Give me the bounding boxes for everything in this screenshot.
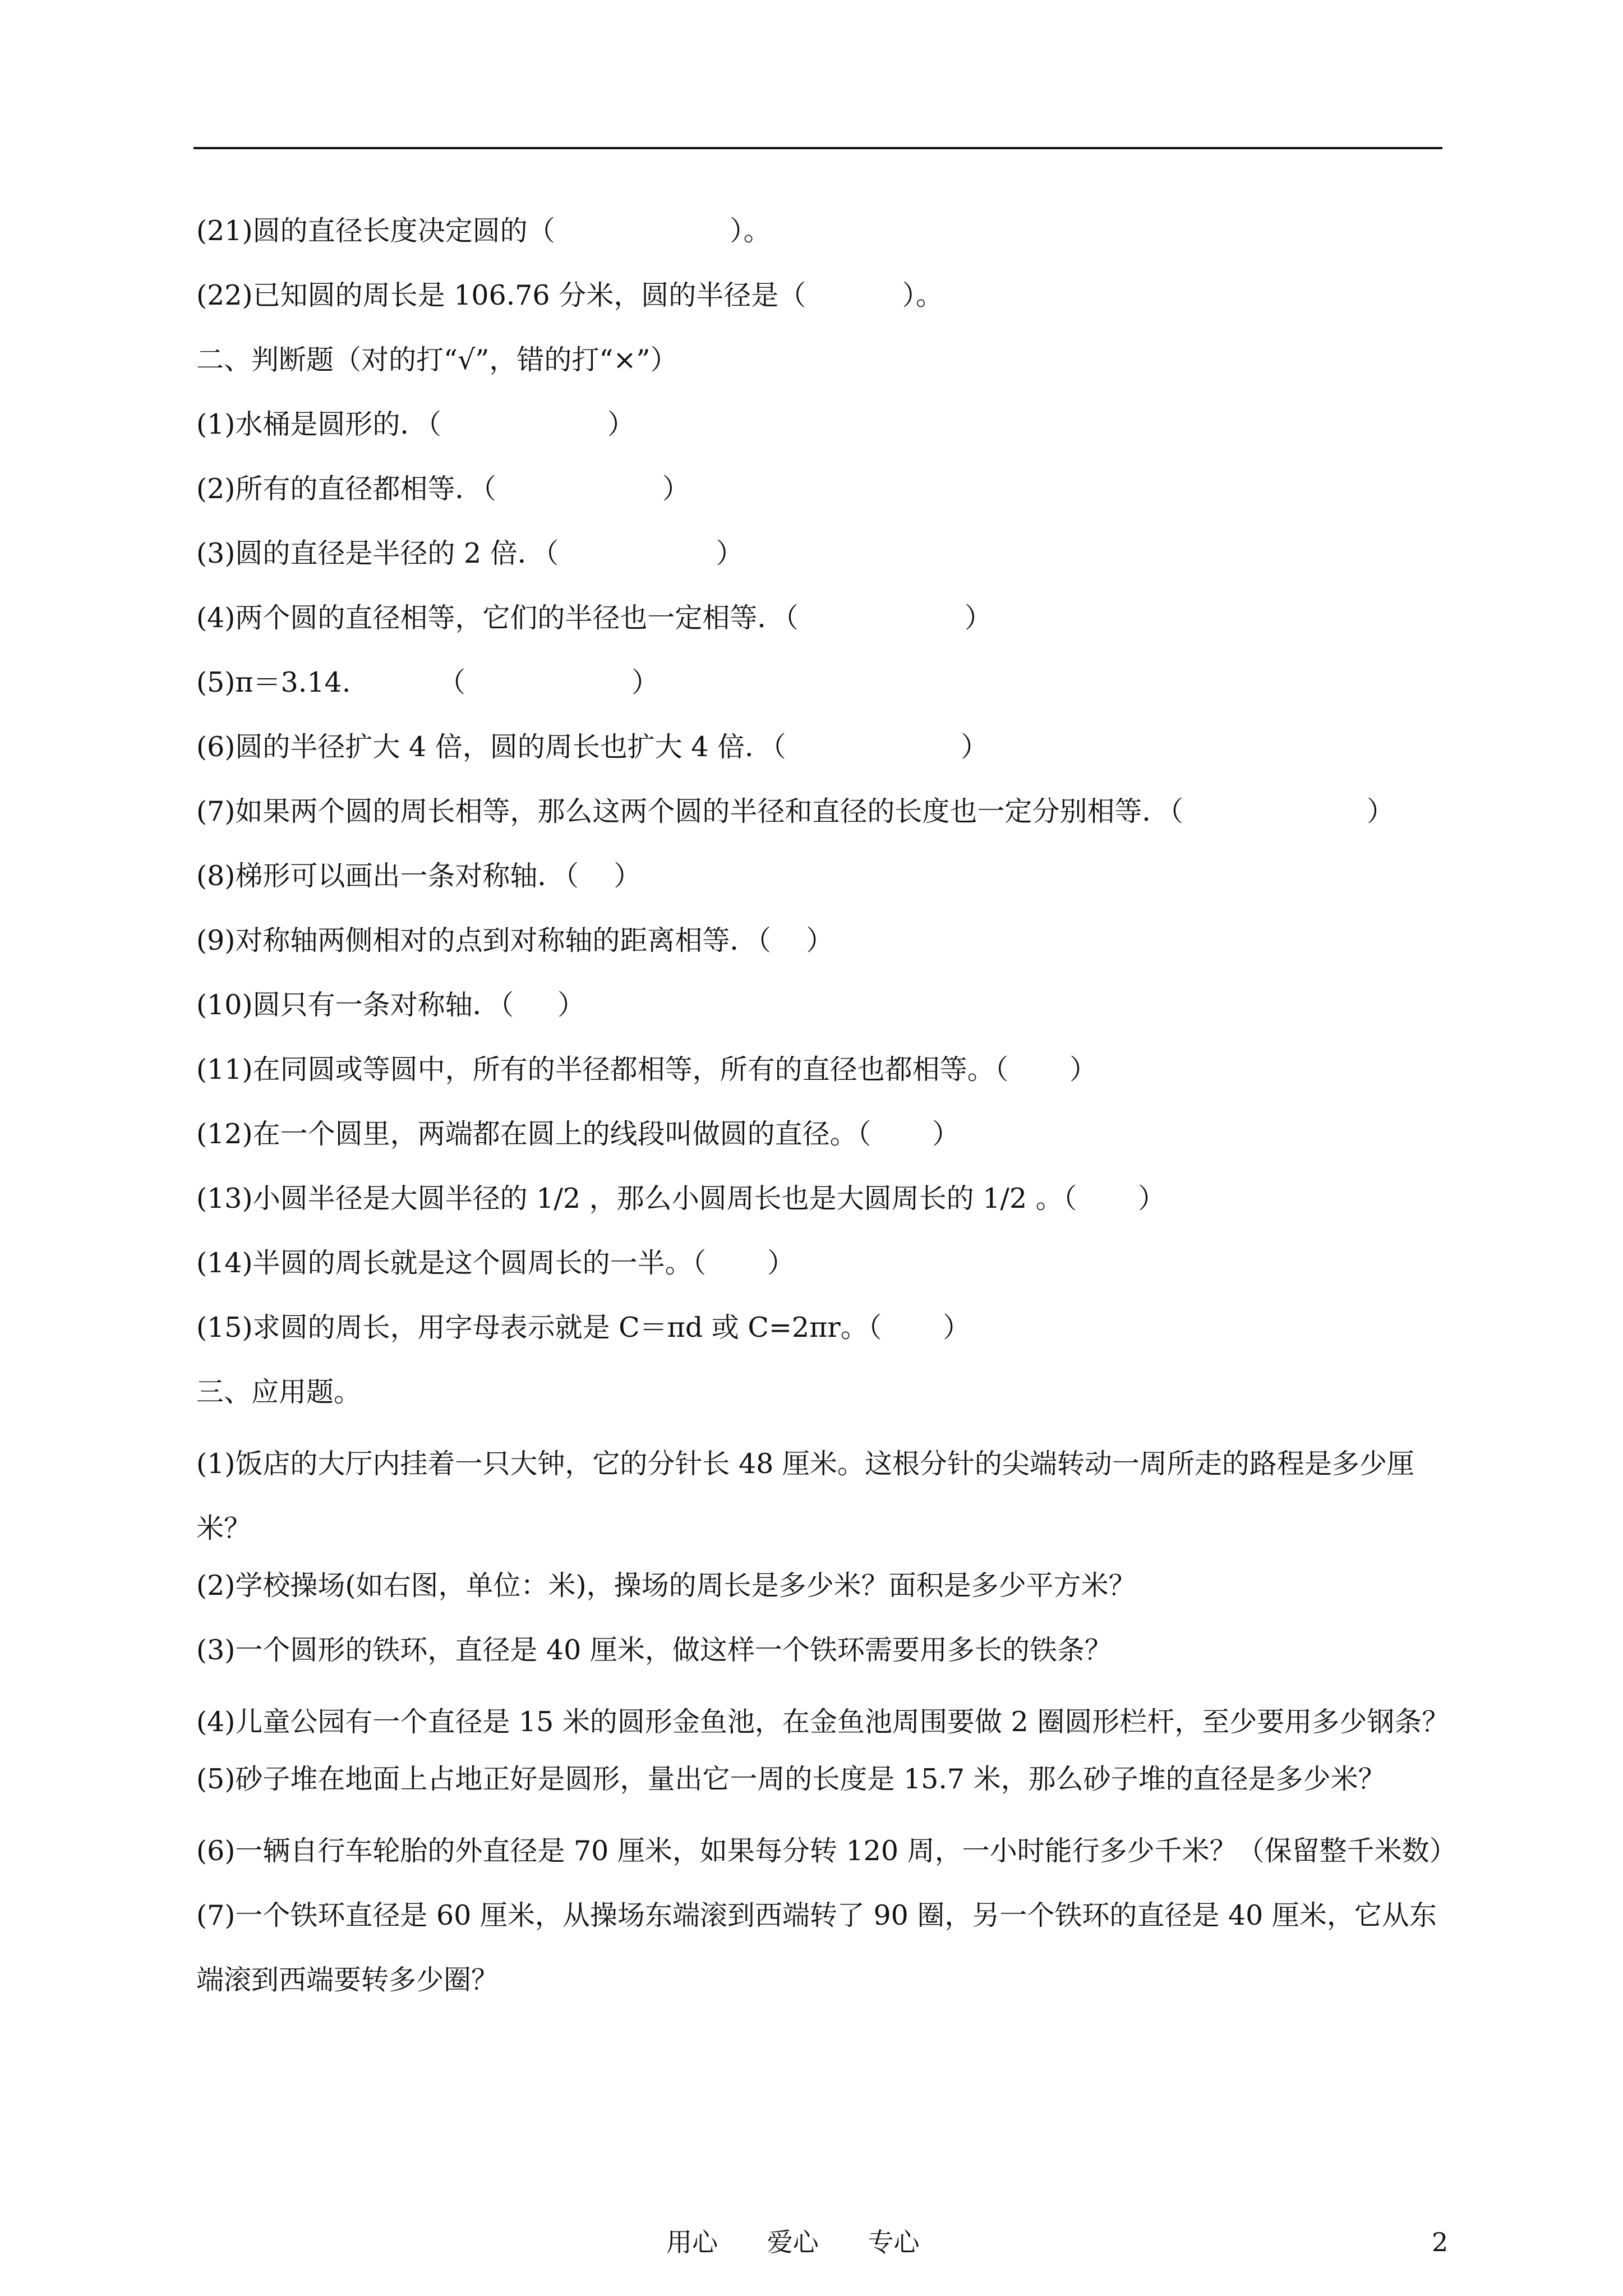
page-content [196, 206, 1457, 2012]
judge-item-11: (11)在同圆或等圆中，所有的半径都相等，所有的直径也都相等。（ ） [196, 1053, 1098, 1085]
judge-item-13: (13)小圆半径是大圆半径的 1/2 ，那么小圆周长也是大圆周长的 1/2 。（ ） [196, 1182, 1166, 1214]
footer-mottos: 用心 爱心 专心 [666, 2227, 920, 2257]
word-problem-6: (6)一辆自行车轮胎的外直径是 70 厘米，如果每分转 120 周，一小时能行多少千米？（保留整千米数） [196, 1835, 1457, 1867]
word-problem-2: (2)学校操场(如右图，单位：米)，操场的周长是多少米？面积是多少平方米？ [196, 1570, 1136, 1602]
word-problem-1: (1)饭店的大厅内挂着一只大钟，它的分针长 48 厘米。这根分针的尖端转动一周所走的路程是多少厘米？ [196, 1448, 1414, 1544]
section-2-title: 二、判断题（对的打“√”，错的打“×”） [196, 344, 678, 376]
judge-item-5: (5)π＝3.14. （ ） [196, 666, 659, 698]
page-number: 2 [1432, 2227, 1449, 2257]
judge-item-12: (12)在一个圆里，两端都在圆上的线段叫做圆的直径。（ ） [196, 1118, 960, 1150]
judge-item-1: (1)水桶是圆形的．（ ） [196, 408, 635, 440]
word-problem-7: (7)一个铁环直径是 60 厘米，从操场东端滚到西端转了 90 圈，另一个铁环的直径是 40 厘米，它从东端滚到西端要转多少圈？ [196, 1899, 1437, 1996]
section-3-title: 三、应用题。 [196, 1376, 362, 1408]
judge-item-15: (15)求圆的周长，用字母表示就是 C＝πd 或 C=2πr。（ ） [196, 1312, 971, 1343]
judge-item-2: (2)所有的直径都相等．（ ） [196, 473, 690, 505]
judge-item-8: (8)梯形可以画出一条对称轴．（ ） [196, 860, 642, 892]
judge-item-9: (9)对称轴两侧相对的点到对称轴的距离相等．（ ） [196, 924, 834, 956]
question-22: (22)已知圆的周长是 106.76 分米，圆的半径是（ ）。 [196, 279, 944, 311]
header-rule [193, 147, 1442, 149]
judge-item-6: (6)圆的半径扩大 4 倍，圆的周长也扩大 4 倍．（ ） [196, 731, 989, 763]
judge-item-10: (10)圆只有一条对称轴．（ ） [196, 989, 585, 1021]
judge-item-4: (4)两个圆的直径相等，它们的半径也一定相等．（ ） [196, 602, 992, 634]
word-problem-3: (3)一个圆形的铁环，直径是 40 厘米，做这样一个铁环需要用多长的铁条？ [196, 1634, 1112, 1666]
judge-item-3: (3)圆的直径是半径的 2 倍．（ ） [196, 537, 744, 569]
question-21: (21)圆的直径长度决定圆的（ ）。 [196, 215, 771, 247]
word-problem-5: (5)砂子堆在地面上占地正好是圆形，量出它一周的长度是 15.7 米，那么砂子堆的直径是多少米？ [196, 1763, 1386, 1795]
page-footer [0, 2223, 1623, 2262]
judge-item-14: (14)半圆的周长就是这个圆周长的一半。（ ） [196, 1247, 795, 1279]
judge-item-7: (7)如果两个圆的周长相等，那么这两个圆的半径和直径的长度也一定分别相等．（ ） [196, 795, 1394, 827]
word-problem-4: (4)儿童公园有一个直径是 15 米的圆形金鱼池，在金鱼池周围要做 2 圈圆形栏杆，至少要用多少钢条？ [196, 1706, 1450, 1738]
